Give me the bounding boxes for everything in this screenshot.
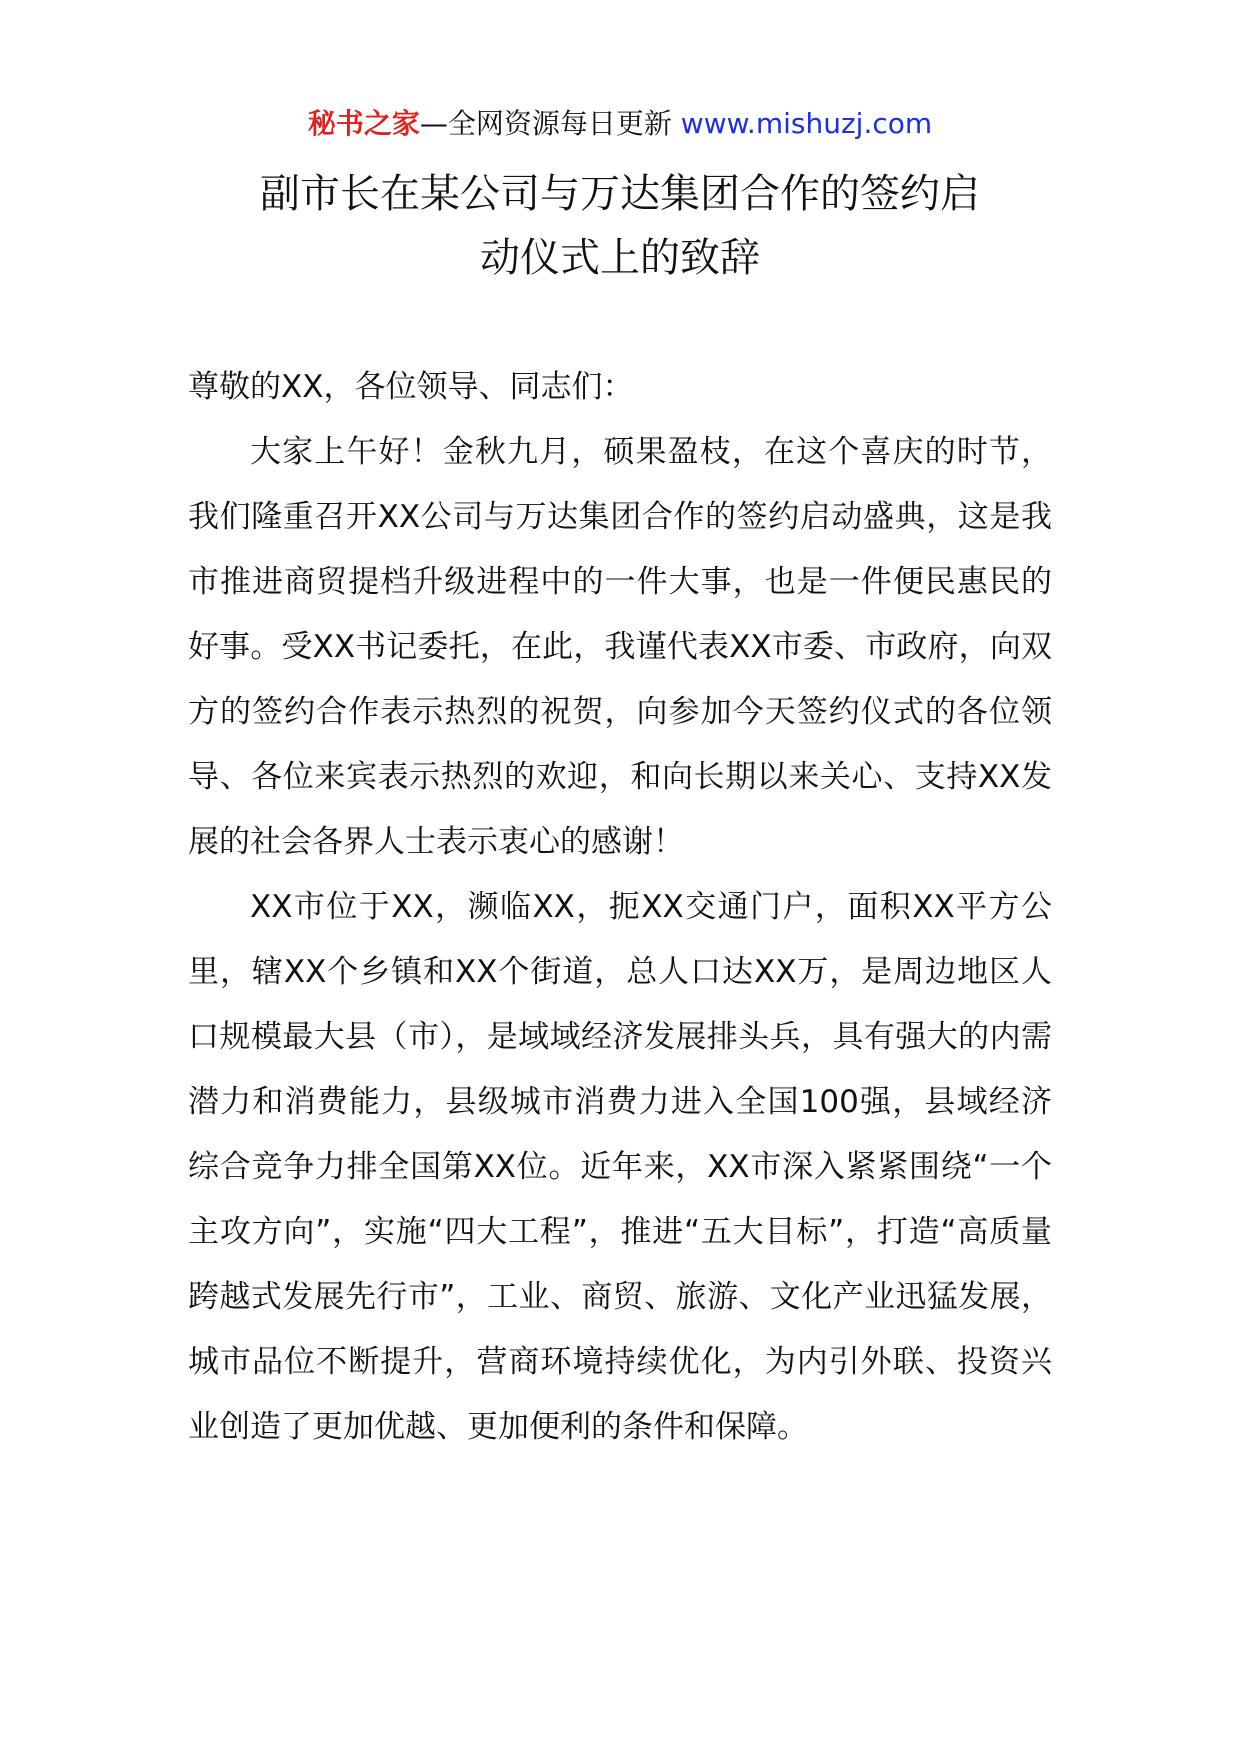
document-body [188,355,1052,1460]
site-header [0,100,1240,148]
body-paragraph-1: 大家上午好！金秋九月，硕果盈枝，在这个喜庆的时节，我们隆重召开XX公司与万达集团合作的签约启动盛典，这是我市推进商贸提档升级进程中的一件大事，也是一件便民惠民的好事。受XX书记委托，在此，我谨代表XX市委、市政府，向双方的签约合作表示热烈的祝贺，向参加今天签约仪式的各位领导、各位来宾表示热烈的欢迎，和向长期以来关心、支持XX发展的社会各界人士表示衷心的感谢！ [188,434,1052,860]
site-url-link[interactable]: www.mishuzj.com [680,107,933,140]
document-title [190,162,1050,290]
title-line-1: 副市长在某公司与万达集团合作的签约启 [260,171,980,217]
title-line-2: 动仪式上的致辞 [480,235,760,281]
body-paragraph-2: XX市位于XX，濒临XX，扼XX交通门户，面积XX平方公里，辖XX个乡镇和XX个街道，总人口达XX万，是周边地区人口规模最大县（市），是域域经济发展排头兵，具有强大的内需潜力和消费能力，县级城市消费力进入全国100强，县域经济综合竞争力排全国第XX位。近年来，XX市深入紧紧围绕“一个主攻方向”，实施“四大工程”，推进“五大目标”，打造“高质量跨越式发展先行市”，工业、商贸、旅游、文化产业迅猛发展，城市品位不断提升，营商环境持续优化，为内引外联、投资兴业创造了更加优越、更加便利的条件和保障。 [188,889,1052,1445]
salutation: 尊敬的XX，各位领导、同志们： [188,369,634,405]
brand-name: 秘书之家 [307,107,420,140]
header-tagline: —全网资源每日更新 [419,107,672,140]
